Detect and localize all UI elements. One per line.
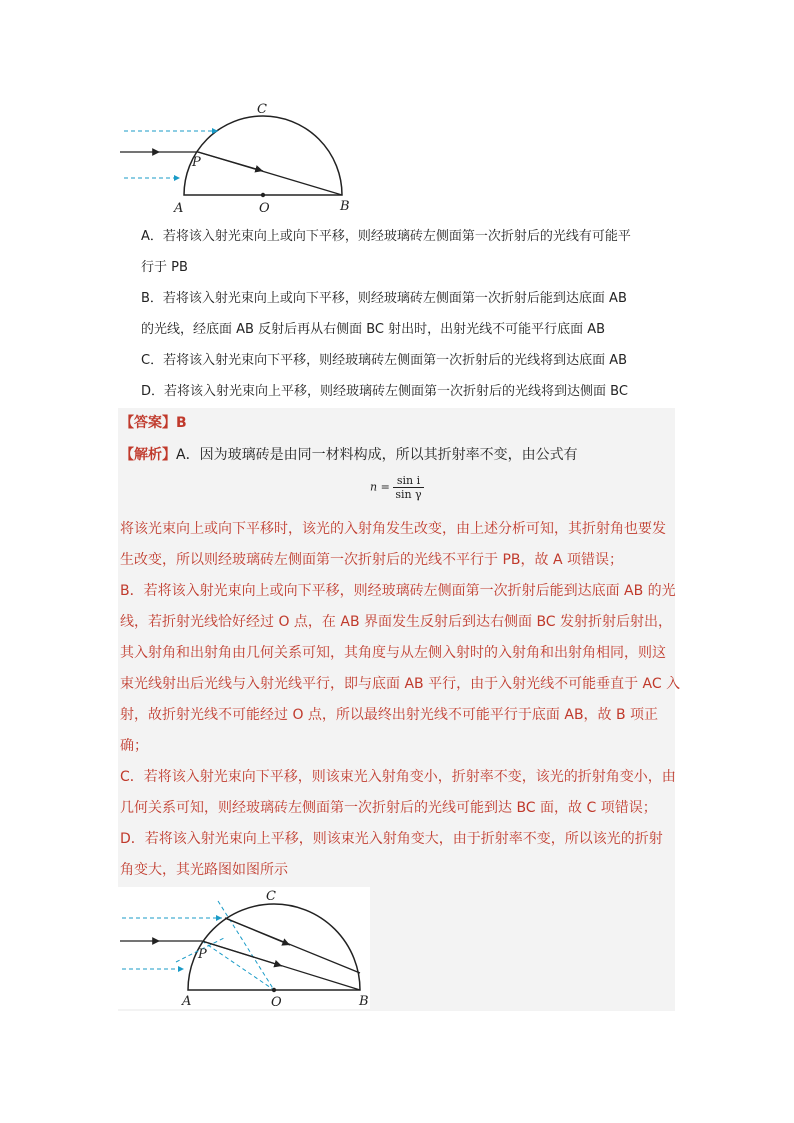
analysis-line-8: 射，故折射光线不可能经过 O 点，所以最终出射光线不可能平行于底面 AB，故 B 项正 [120,707,659,723]
analysis-line-10: C．若将该入射光束向下平移，则该束光入射角变小，折射率不变，该光的折射角变小，由 [120,769,676,785]
label-c: C [257,102,267,117]
analysis-a-intro: A．因为玻璃砖是由同一材料构成，所以其折射率不变，由公式有 [176,447,578,463]
answer-value: B [176,415,187,431]
analysis-line-13: 角变大，其光路图如图所示 [120,862,288,878]
analysis-line-6: 其入射角和出射角由几何关系可知，其角度与从左侧入射时的入射角和出射角相同，则这 [120,645,666,661]
formula-lhs: n = [370,480,390,494]
option-a-line1: A．若将该入射光束向上或向下平移，则经玻璃砖左侧面第一次折射后的光线有可能平 [141,229,631,244]
option-d-line1: D．若将该入射光束向上平移，则经玻璃砖左侧面第一次折射后的光线将到达侧面 BC [141,384,628,399]
answer-line [120,414,187,432]
analysis-line-4: B．若将该入射光束向上或向下平移，则经玻璃砖左侧面第一次折射后能到达底面 AB 的光 [120,583,676,599]
label-b: B [340,199,350,214]
analysis-tag: 【解析】 [120,447,176,463]
analysis-line-5: 线，若折射光线恰好经过 O 点，在 AB 界面发生反射后到达右侧面 BC 发射折射后射出， [120,614,673,630]
label-p: P [192,155,201,170]
glass-semicircle-2 [188,904,360,990]
analysis-line-1 [120,446,578,464]
option-b-line2: 的光线，经底面 AB 反射后再从右侧面 BC 射出时，出射光线不可能平行底面 AB [141,322,606,337]
point-o [261,193,265,197]
label-b-2: B [359,994,369,1009]
option-c-line1: C．若将该入射光束向下平移，则经玻璃砖左侧面第一次折射后的光线将到达底面 AB [141,353,628,368]
analysis-line-12: D．若将该入射光束向上平移，则该束光入射角变大，由于折射率不变，所以该光的折射 [120,831,663,847]
analysis-line-9: 确； [120,738,148,754]
point-o-2 [272,988,276,992]
analysis-line-3: 生改变，所以则经玻璃砖左侧面第一次折射后的光线不平行于 PB，故 A 项错误； [120,552,623,568]
figure-semicircle-1 [118,98,358,218]
option-b-line1: B．若将该入射光束向上或向下平移，则经玻璃砖左侧面第一次折射后能到达底面 AB [141,291,627,306]
label-o-2: O [271,995,282,1009]
label-a-2: A [182,994,192,1009]
label-a: A [174,201,184,216]
normal-line-2 [202,941,274,990]
label-c-2: C [266,889,276,904]
label-p-2: P [198,947,207,962]
normal-line-1 [218,901,274,990]
analysis-line-2: 将该光束向上或向下平移时，该光的入射角发生改变，由上述分析可知，其折射角也要发 [120,521,666,537]
formula-denominator: sin γ [395,488,422,501]
snell-formula [370,474,424,501]
option-a-line2: 行于 PB [141,260,188,275]
figure-semicircle-2 [118,887,370,1009]
formula-numerator: sin i [393,474,423,488]
label-o: O [259,201,270,216]
answer-tag: 【答案】 [120,415,176,431]
analysis-line-11: 几何关系可知，则经玻璃砖左侧面第一次折射后的光线可能到达 BC 面，故 C 项错误； [120,800,657,816]
analysis-line-7: 束光线射出后光线与入射光线平行，即与底面 AB 平行，由于入射光线不可能垂直于 AC 入 [120,676,681,692]
